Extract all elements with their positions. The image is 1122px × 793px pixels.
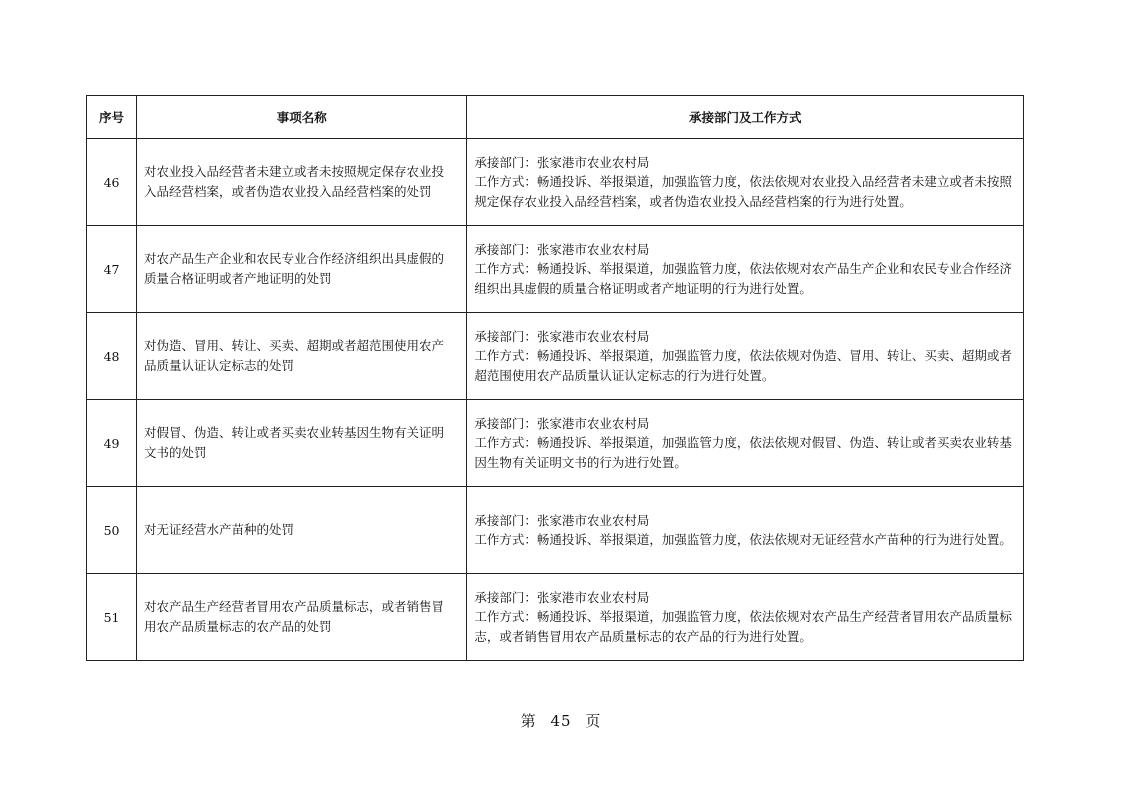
- table-row: [87, 313, 1024, 400]
- method-text: 工作方式：畅通投诉、举报渠道，加强监管力度，依法依规对无证经营水产苗种的行为进行处置。: [474, 532, 1012, 547]
- dept-line: 承接部门：张家港市农业农村局: [474, 589, 650, 605]
- row-number: 49: [87, 400, 137, 487]
- row-number: 46: [87, 139, 137, 226]
- page-prefix: 第: [520, 712, 537, 730]
- dept-method-cell: [467, 313, 1024, 400]
- row-number: 48: [87, 313, 137, 400]
- dept-method-cell: [467, 139, 1024, 226]
- matters-table: [86, 95, 1024, 661]
- row-number: 51: [87, 574, 137, 661]
- dept-method-cell: [467, 574, 1024, 661]
- matter-name: 对无证经营水产苗种的处罚: [137, 487, 467, 574]
- page-number: 45: [550, 712, 572, 730]
- header-dept: 承接部门及工作方式: [467, 96, 1024, 139]
- table-row: [87, 400, 1024, 487]
- page-suffix: 页: [585, 712, 602, 730]
- method-text: 工作方式：畅通投诉、举报渠道，加强监管力度，依法依规对伪造、冒用、转让、买卖、超期或者超范围使用农产品质量认证认定标志的行为进行处置。: [474, 348, 1012, 383]
- dept-line: 承接部门：张家港市农业农村局: [474, 512, 650, 528]
- header-no: 序号: [87, 96, 137, 139]
- table-row: [87, 226, 1024, 313]
- method-text: 工作方式：畅通投诉、举报渠道，加强监管力度，依法依规对农产品生产企业和农民专业合作经济组织出具虚假的质量合格证明或者产地证明的行为进行处置。: [474, 261, 1012, 296]
- matter-name: 对农产品生产企业和农民专业合作经济组织出具虚假的质量合格证明或者产地证明的处罚: [137, 226, 467, 313]
- dept-line: 承接部门：张家港市农业农村局: [474, 328, 650, 344]
- dept-method-cell: [467, 226, 1024, 313]
- matter-name: 对假冒、伪造、转让或者买卖农业转基因生物有关证明文书的处罚: [137, 400, 467, 487]
- method-text: 工作方式：畅通投诉、举报渠道，加强监管力度，依法依规对假冒、伪造、转让或者买卖农业转基因生物有关证明文书的行为进行处置。: [474, 435, 1012, 470]
- dept-method-cell: [467, 487, 1024, 574]
- page-number-footer: [0, 710, 1122, 731]
- matter-name: 对农业投入品经营者未建立或者未按照规定保存农业投入品经营档案，或者伪造农业投入品经营档案的处罚: [137, 139, 467, 226]
- method-text: 工作方式：畅通投诉、举报渠道，加强监管力度，依法依规对农产品生产经营者冒用农产品质量标志，或者销售冒用农产品质量标志的农产品的行为进行处置。: [474, 609, 1012, 644]
- method-text: 工作方式：畅通投诉、举报渠道，加强监管力度，依法依规对农业投入品经营者未建立或者未按照规定保存农业投入品经营档案，或者伪造农业投入品经营档案的行为进行处置。: [474, 174, 1012, 209]
- matter-name: 对农产品生产经营者冒用农产品质量标志，或者销售冒用农产品质量标志的农产品的处罚: [137, 574, 467, 661]
- table-row: [87, 139, 1024, 226]
- row-number: 47: [87, 226, 137, 313]
- dept-line: 承接部门：张家港市农业农村局: [474, 241, 650, 257]
- header-name: 事项名称: [137, 96, 467, 139]
- dept-line: 承接部门：张家港市农业农村局: [474, 154, 650, 170]
- table-row: [87, 487, 1024, 574]
- row-number: 50: [87, 487, 137, 574]
- dept-line: 承接部门：张家港市农业农村局: [474, 415, 650, 431]
- matter-name: 对伪造、冒用、转让、买卖、超期或者超范围使用农产品质量认证认定标志的处罚: [137, 313, 467, 400]
- table-row: [87, 574, 1024, 661]
- dept-method-cell: [467, 400, 1024, 487]
- table-header-row: [87, 96, 1024, 139]
